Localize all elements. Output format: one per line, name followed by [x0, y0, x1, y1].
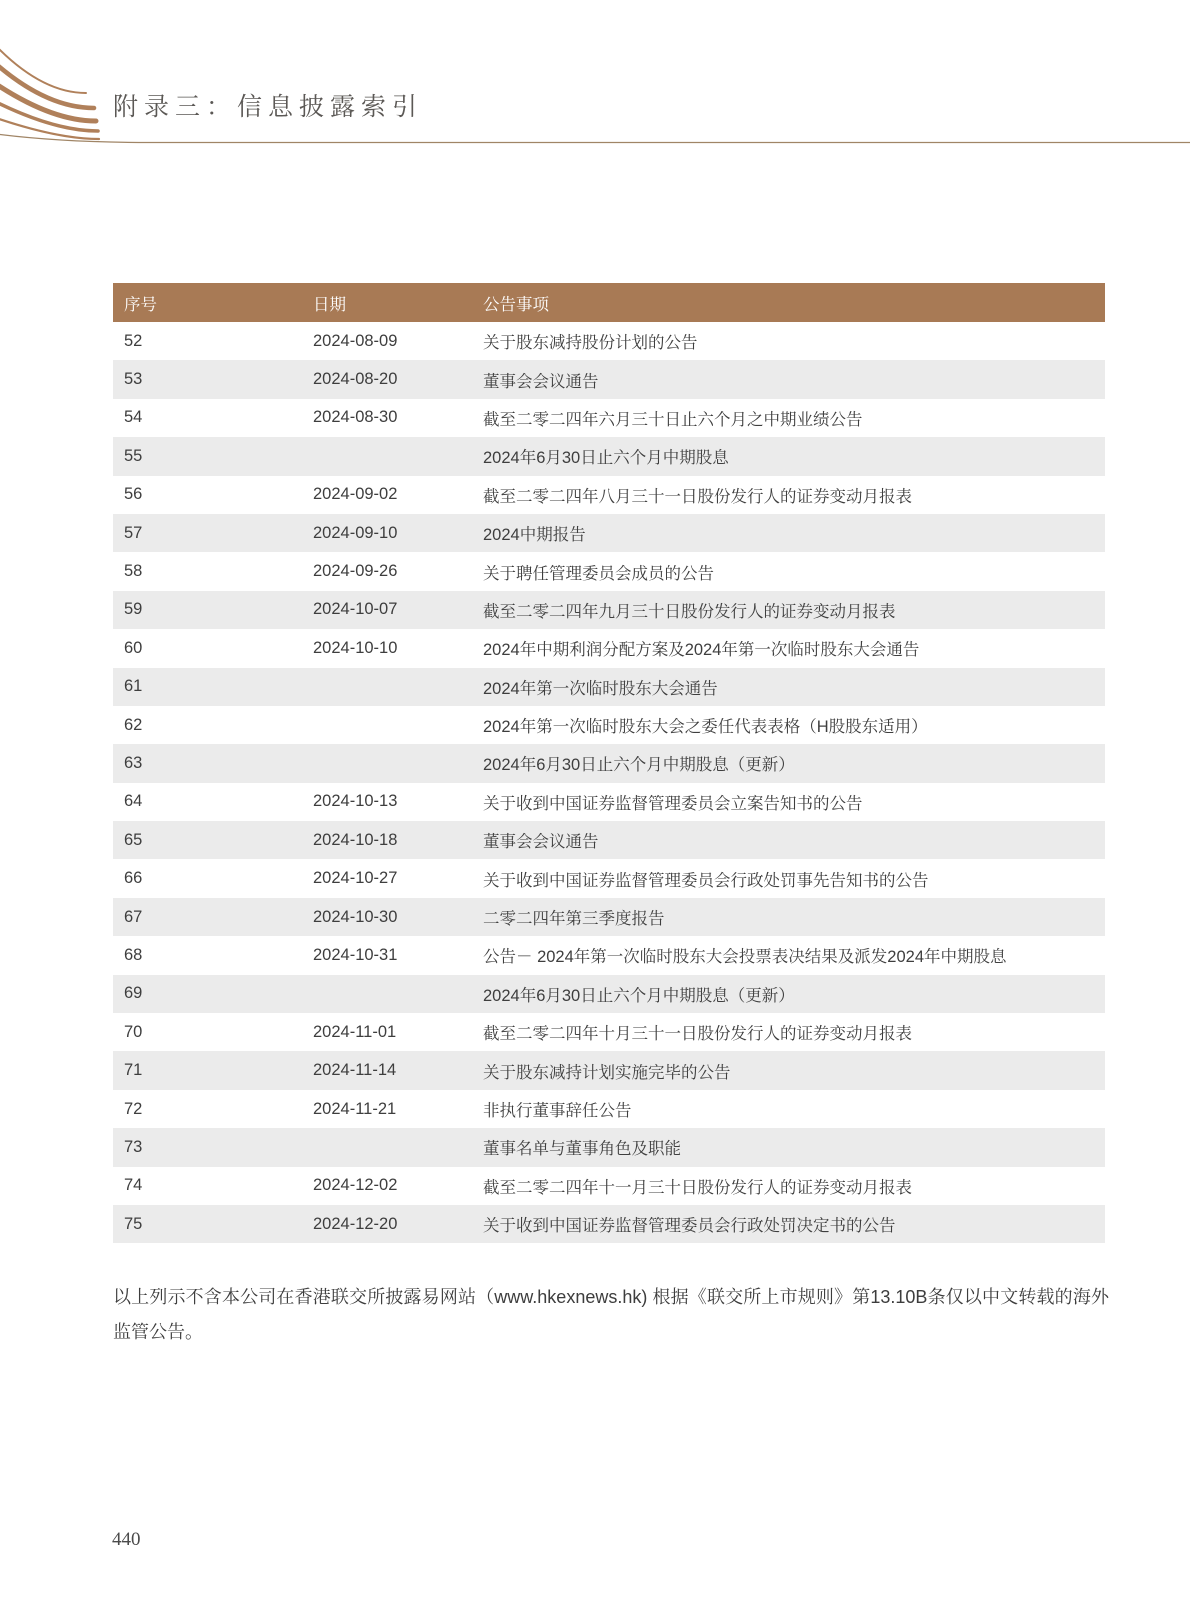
- table-cell-item: 截至二零二四年八月三十一日股份发行人的证券变动月报表: [483, 487, 912, 506]
- table-row: [113, 476, 1105, 514]
- table-row: [113, 706, 1105, 744]
- table-cell-no: 69: [124, 984, 143, 1003]
- table-cell-item: 2024年6月30日止六个月中期股息: [483, 449, 729, 468]
- table-row: [113, 744, 1105, 782]
- table-cell-date: 2024-12-20: [313, 1214, 398, 1233]
- footnote: 以上列示不含本公司在香港联交所披露易网站（www.hkexnews.hk) 根据《联交所上市规则》第13.10B条仅以中文转载的海外监管公告。: [113, 1287, 1109, 1342]
- table-row: [113, 783, 1105, 821]
- table-cell-item: 截至二零二四年十月三十一日股份发行人的证券变动月报表: [483, 1025, 912, 1044]
- table-cell-no: 60: [124, 638, 143, 657]
- table-cell-no: 70: [124, 1022, 143, 1041]
- table-cell-date: 2024-10-07: [313, 600, 398, 619]
- table-row: [113, 1013, 1105, 1051]
- table-row: [113, 360, 1105, 398]
- table-row: [113, 322, 1105, 360]
- table-cell-no: 58: [124, 562, 143, 581]
- table-cell-date: 2024-09-02: [313, 485, 398, 504]
- table-row: [113, 437, 1105, 475]
- table-cell-no: 57: [124, 523, 143, 542]
- table-cell-date: 2024-08-20: [313, 370, 398, 389]
- table-cell-item: 关于收到中国证券监督管理委员会行政处罚事先告知书的公告: [483, 871, 929, 890]
- table-cell-no: 52: [124, 331, 143, 350]
- table-row: [113, 1128, 1105, 1166]
- table-cell-date: 2024-11-01: [313, 1022, 397, 1041]
- table-cell-item: 2024年6月30日止六个月中期股息（更新）: [483, 756, 795, 775]
- table-cell-item: 2024中期报告: [483, 526, 586, 545]
- table-row: [113, 399, 1105, 437]
- table-cell-item: 公告－ 2024年第一次临时股东大会投票表决结果及派发2024年中期股息: [483, 948, 1007, 967]
- table-cell-item: 截至二零二四年六月三十日止六个月之中期业绩公告: [483, 410, 863, 429]
- table-cell-no: 59: [124, 600, 143, 619]
- table-row: [113, 1167, 1105, 1205]
- table-header-row: [113, 283, 1105, 322]
- table-cell-item: 截至二零二四年十一月三十日股份发行人的证券变动月报表: [483, 1178, 912, 1197]
- table-cell-item: 关于股东减持计划实施完毕的公告: [483, 1063, 731, 1082]
- disclosure-index-table: [113, 283, 1105, 1243]
- table-cell-item: 2024年6月30日止六个月中期股息（更新）: [483, 986, 795, 1005]
- table-cell-date: 2024-11-14: [313, 1061, 397, 1080]
- table-cell-no: 61: [124, 677, 143, 696]
- table-row: [113, 936, 1105, 974]
- column-header-item: 公告事项: [483, 295, 549, 314]
- table-cell-date: 2024-12-02: [313, 1176, 398, 1195]
- table-cell-no: 55: [124, 446, 143, 465]
- table-row: [113, 975, 1105, 1013]
- table-cell-item: 关于聘任管理委员会成员的公告: [483, 564, 714, 583]
- table-cell-date: 2024-10-10: [313, 638, 398, 657]
- table-cell-item: 2024年第一次临时股东大会通告: [483, 679, 718, 698]
- page-number: 440: [112, 1529, 141, 1550]
- table-row: [113, 591, 1105, 629]
- table-cell-date: 2024-10-18: [313, 830, 398, 849]
- table-row: [113, 552, 1105, 590]
- table-cell-no: 53: [124, 370, 143, 389]
- table-cell-date: 2024-11-21: [313, 1099, 397, 1118]
- table-body: [113, 322, 1105, 1243]
- table-cell-item: 关于收到中国证券监督管理委员会立案告知书的公告: [483, 794, 863, 813]
- table-cell-item: 二零二四年第三季度报告: [483, 910, 665, 929]
- column-header-no: 序号: [124, 295, 157, 314]
- table-row: [113, 821, 1105, 859]
- table-row: [113, 1051, 1105, 1089]
- table-cell-no: 71: [124, 1061, 143, 1080]
- table-cell-date: 2024-10-31: [313, 945, 398, 964]
- corner-arcs-decoration: [0, 0, 1190, 170]
- table-cell-date: 2024-08-09: [313, 331, 398, 350]
- table-cell-date: 2024-10-30: [313, 907, 398, 926]
- table-cell-date: 2024-08-30: [313, 408, 398, 427]
- table-cell-no: 68: [124, 945, 143, 964]
- table-cell-no: 66: [124, 869, 143, 888]
- table-row: [113, 1205, 1105, 1243]
- column-header-date: 日期: [313, 295, 346, 314]
- table-cell-date: 2024-09-10: [313, 523, 398, 542]
- table-cell-no: 67: [124, 907, 143, 926]
- table-cell-item: 董事名单与董事角色及职能: [483, 1140, 681, 1159]
- table-cell-item: 2024年第一次临时股东大会之委任代表表格（H股股东适用）: [483, 718, 928, 737]
- table-row: [113, 668, 1105, 706]
- header-rule: [0, 134, 1190, 143]
- table-cell-no: 56: [124, 485, 143, 504]
- table-cell-item: 关于股东减持股份计划的公告: [483, 334, 698, 353]
- table-cell-no: 54: [124, 408, 143, 427]
- table-cell-no: 73: [124, 1137, 143, 1156]
- table-cell-no: 75: [124, 1214, 143, 1233]
- table-cell-no: 64: [124, 792, 143, 811]
- table-cell-no: 63: [124, 753, 143, 772]
- table-cell-date: 2024-09-26: [313, 562, 398, 581]
- table-cell-item: 关于收到中国证券监督管理委员会行政处罚决定书的公告: [483, 1217, 896, 1236]
- table-row: [113, 629, 1105, 667]
- table-row: [113, 1090, 1105, 1128]
- table-cell-no: 72: [124, 1099, 143, 1118]
- table-cell-no: 65: [124, 830, 143, 849]
- table-row: [113, 514, 1105, 552]
- table-cell-item: 2024年中期利润分配方案及2024年第一次临时股东大会通告: [483, 641, 920, 660]
- table-cell-date: 2024-10-13: [313, 792, 398, 811]
- table-cell-item: 董事会会议通告: [483, 833, 599, 852]
- table-cell-date: 2024-10-27: [313, 869, 398, 888]
- table-cell-no: 74: [124, 1176, 143, 1195]
- table-cell-item: 截至二零二四年九月三十日股份发行人的证券变动月报表: [483, 602, 896, 621]
- page-title: 附录三：信息披露索引: [113, 94, 424, 121]
- table-cell-no: 62: [124, 715, 143, 734]
- table-row: [113, 898, 1105, 936]
- table-cell-item: 非执行董事辞任公告: [483, 1102, 632, 1120]
- table-cell-item: 董事会会议通告: [483, 372, 599, 391]
- table-row: [113, 859, 1105, 897]
